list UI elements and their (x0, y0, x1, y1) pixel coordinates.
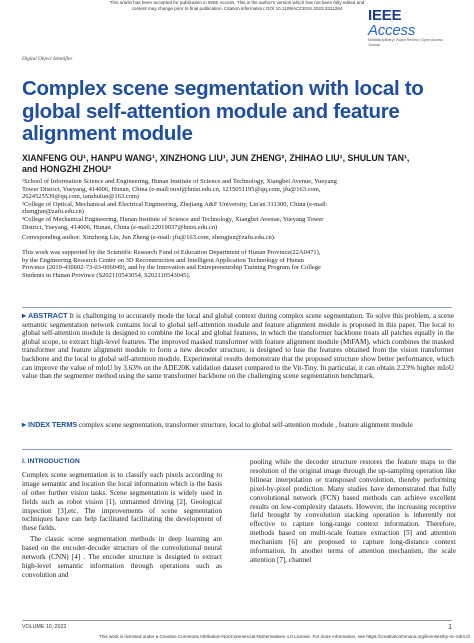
footer-divider (22, 620, 452, 621)
funding-statement (22, 249, 458, 279)
index-terms-text: complex scene segmentation, transformer structure, local to global self-attention module , feature alignment module (78, 421, 413, 429)
index-terms-label: ▸ INDEX TERMS (22, 420, 78, 429)
funding-line: by the Engineering Research Center on 3D Reconstruction and Intelligent Application Technology of Hunan (22, 256, 304, 264)
abstract-text: It is challenging to accurately mode the local and global context during complex scene segmentation. To solve this problem, a scene semantic segmentation network contains local to global self-attention module and feature alignment module is proposed in this paper. The local to global self-attention module is designed to combine the local and global features, in which the transformer backbone treats all patches equally in the global scope, to extract high-level features. The improved masked transformer with feature alignment module (MtFAM), which combines the masked transformer and feature alignment module to form a new decoder structure, is designed to fuse the features obtained from the vision transformer backbone and the local to global self-attention module. Experimental results demonstrate that the proposed structure show better performance, which can improve the value of mIoU by 3.63% on the ADE20K validation dataset compared to the Vit-Tiny. In particular, it can obtain 2.23% higher mIoU value than the segmenter method using the same transformer backbone on the challenging scene segmentation benchmark. (22, 312, 455, 381)
publication-notice-line1: This article has been accepted for publication in IEEE Access. This is the author's version which has not been fully edited and (109, 0, 365, 5)
journal-logo-main: IEEE (368, 7, 402, 24)
affiliation-line: ³College of Mechanical Engineering, Hunan Institute of Science and Technology, Xiangbei Avenue, Yueyang Tower (22, 215, 324, 223)
journal-logo-name (368, 8, 448, 38)
page-number: 1 (448, 624, 452, 631)
affiliation-line: 2624525539@qq.com, tanshulun@163.com) (22, 193, 140, 201)
funding-line: Province (2019-430602-73-03-006049), and by the Innovation and Entrepreneurship Training Program for College (22, 264, 321, 272)
doi-identifier-label: Digital Object Identifier (22, 56, 73, 62)
paragraph: pooling while the decoder structure restores the feature maps to the resolution of the original image through the up-sampling operation like bilinear interpolation or transposed convolution, thereby performing pixel-by-pixel prediction. Many studies have demonstrated that fully convolutional network (FCN) based methods can achieve excellent results on low-complexity datasets. However, the increasing receptive field brought by convolution stacking operation is inherently not effective to capture long-range context information. Therefore, methods based on multi-scale feature extraction [5] and attention mechanism [6] are proposed to capture long-distance context information. In another terms of attention mechanism, the scale attention [7], channel (250, 458, 456, 564)
abstract-label: ▸ ABSTRACT (22, 311, 68, 320)
affiliations (22, 178, 458, 231)
funding-line: This work was supported by the Scientific Research Fund of Education Department of Hunan Province(22A0471), (22, 249, 321, 256)
affiliation-line: zhengjun@zafu.edu.cn) (22, 208, 84, 216)
journal-logo-italic: Access (368, 22, 416, 39)
corresponding-author: Corresponding author: Xinzhong Liu, Jun Zheng (e-mail: jfu@163.com, zhengjun@zafu.edu.cn). (22, 234, 276, 241)
author-list (22, 153, 452, 175)
publication-notice-line2: content may change prior to final publication. Citation information: DOI 10.1109/ACCESS.2023.3311264 (131, 6, 343, 11)
paragraph: The classic scene segmentation methods in deep learning are based on the encoder-decoder structure of the convolutional neural network (CNN) [4] . The encoder structure is designed to extract high-level semantic information through operations such as convolution and (22, 535, 222, 579)
column-left (22, 458, 222, 582)
author-line-1: XIANFENG OU¹, HANPU WANG¹, XINZHONG LIU¹, JUN ZHENG², ZHIHAO LIU¹, SHULUN TAN¹, (22, 153, 410, 163)
divider (22, 449, 452, 450)
paragraph: Complex scene segmentation is to classify each pixels according to image semantic and location the local information which is the basis of other further vision tasks. Scene segmentation is widely used in fields such as robot vision [1], unmanned driving [2], Geological inspection [3],etc. The improvements of scene segmentation techniques have can help facilitated facilitating the development of these fields. (22, 470, 222, 533)
volume-label: VOLUME 10, 2022 (22, 624, 67, 630)
abstract (22, 312, 454, 381)
funding-line: Students in Hunan Province (S202110543054, S202110543045). (22, 271, 191, 279)
journal-tagline: Multidisciplinary | Rapid Review | Open Access Journal (368, 38, 443, 47)
author-line-2: and HONGZHI ZHOU³ (22, 164, 111, 174)
license-notice: This work is licensed under a Creative Commons Attribution-NonCommercial-NoDerivatives 4.0 License. For more information, see https://creativecommons.org/licenses/by-nc-nd/4.0/ (99, 634, 470, 639)
triangle-icon: ▸ (22, 311, 27, 320)
affiliation-line: ²College of Optical, Mechanical and Electrical Engineering, Zhejiang A&F University, Lin'an 311300, China (e-mail: (22, 200, 328, 208)
section-heading: I. INTRODUCTION (22, 458, 80, 465)
divider (22, 307, 452, 308)
index-terms (22, 421, 454, 430)
affiliation-line: Tower District, Yueyang, 414006, Hunan, China (e-mail:ouxf@hnist.edu.cn, 1215051195@qq.com, jfu@163.com, (22, 185, 321, 193)
column-right (250, 458, 456, 567)
triangle-icon: ▸ (22, 420, 27, 429)
paper-title: Complex scene segmentation with local to global self-attention module and feature alignment module (22, 77, 424, 145)
journal-logo (368, 8, 448, 48)
affiliation-line: District, Yueyang, 414006, Hunan, China (e-mail:22019037@hnist.edu.cn) (22, 223, 218, 231)
affiliation-line: ¹School of Information Science and Engineering, Hunan Institute of Science and Technology, Xiangbei Avenue, Yueyang (22, 178, 337, 185)
